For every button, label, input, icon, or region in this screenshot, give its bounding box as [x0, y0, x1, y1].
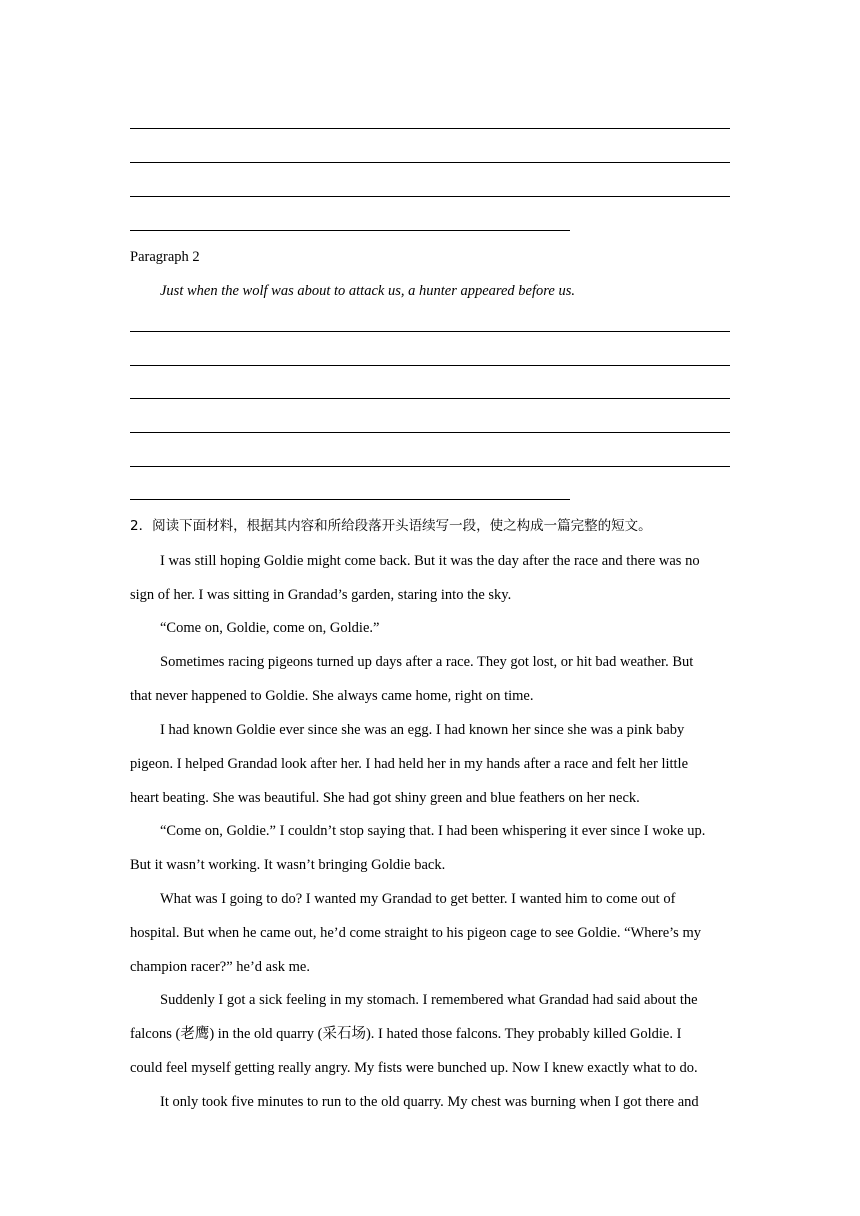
passage-line: champion racer?” he’d ask me.	[130, 959, 310, 975]
passage-line: I had known Goldie ever since she was an egg. I had known her since she was a pink baby	[160, 722, 685, 738]
passage-line: Sometimes racing pigeons turned up days after a race. They got lost, or hit bad weather. But	[160, 654, 694, 670]
passage-line: Suddenly I got a sick feeling in my stomach. I remembered what Grandad had said about the	[160, 992, 698, 1008]
question-2-instruction: 2．阅读下面材料，根据其内容和所给段落开头语续写一段，使之构成一篇完整的短文。	[130, 518, 652, 534]
writing-line[interactable]	[130, 196, 730, 197]
writing-line[interactable]	[130, 230, 570, 231]
passage-line: that never happened to Goldie. She always came home, right on time.	[130, 688, 534, 704]
paragraph-2-opening: Just when the wolf was about to attack us, a hunter appeared before us.	[160, 283, 575, 299]
writing-line[interactable]	[130, 128, 730, 129]
passage-line: “Come on, Goldie.” I couldn’t stop saying that. I had been whispering it ever since I woke up.	[160, 823, 706, 839]
writing-line[interactable]	[130, 331, 730, 332]
passage-line: “Come on, Goldie, come on, Goldie.”	[160, 620, 380, 636]
passage-line: could feel myself getting really angry. My fists were bunched up. Now I knew exactly what to do.	[130, 1060, 698, 1076]
paragraph-2-label: Paragraph 2	[130, 249, 200, 265]
passage-line: It only took five minutes to run to the old quarry. My chest was burning when I got there and	[160, 1094, 699, 1110]
writing-line[interactable]	[130, 365, 730, 366]
writing-line[interactable]	[130, 432, 730, 433]
writing-line[interactable]	[130, 499, 570, 500]
writing-line[interactable]	[130, 466, 730, 467]
passage-line: falcons (老鹰) in the old quarry (采石场). I hated those falcons. They probably killed Goldie. I	[130, 1026, 682, 1042]
passage-line: hospital. But when he came out, he’d come straight to his pigeon cage to see Goldie. “Where’s my	[130, 925, 701, 941]
writing-line[interactable]	[130, 398, 730, 399]
passage-line: But it wasn’t working. It wasn’t bringing Goldie back.	[130, 857, 446, 873]
passage-line: What was I going to do? I wanted my Grandad to get better. I wanted him to come out of	[160, 891, 676, 907]
passage-line: heart beating. She was beautiful. She had got shiny green and blue feathers on her neck.	[130, 790, 640, 806]
passage-line: pigeon. I helped Grandad look after her. I had held her in my hands after a race and felt her little	[130, 756, 689, 772]
passage-line: sign of her. I was sitting in Grandad’s garden, staring into the sky.	[130, 587, 512, 603]
writing-line[interactable]	[130, 162, 730, 163]
passage-line: I was still hoping Goldie might come back. But it was the day after the race and there was no	[160, 553, 700, 569]
